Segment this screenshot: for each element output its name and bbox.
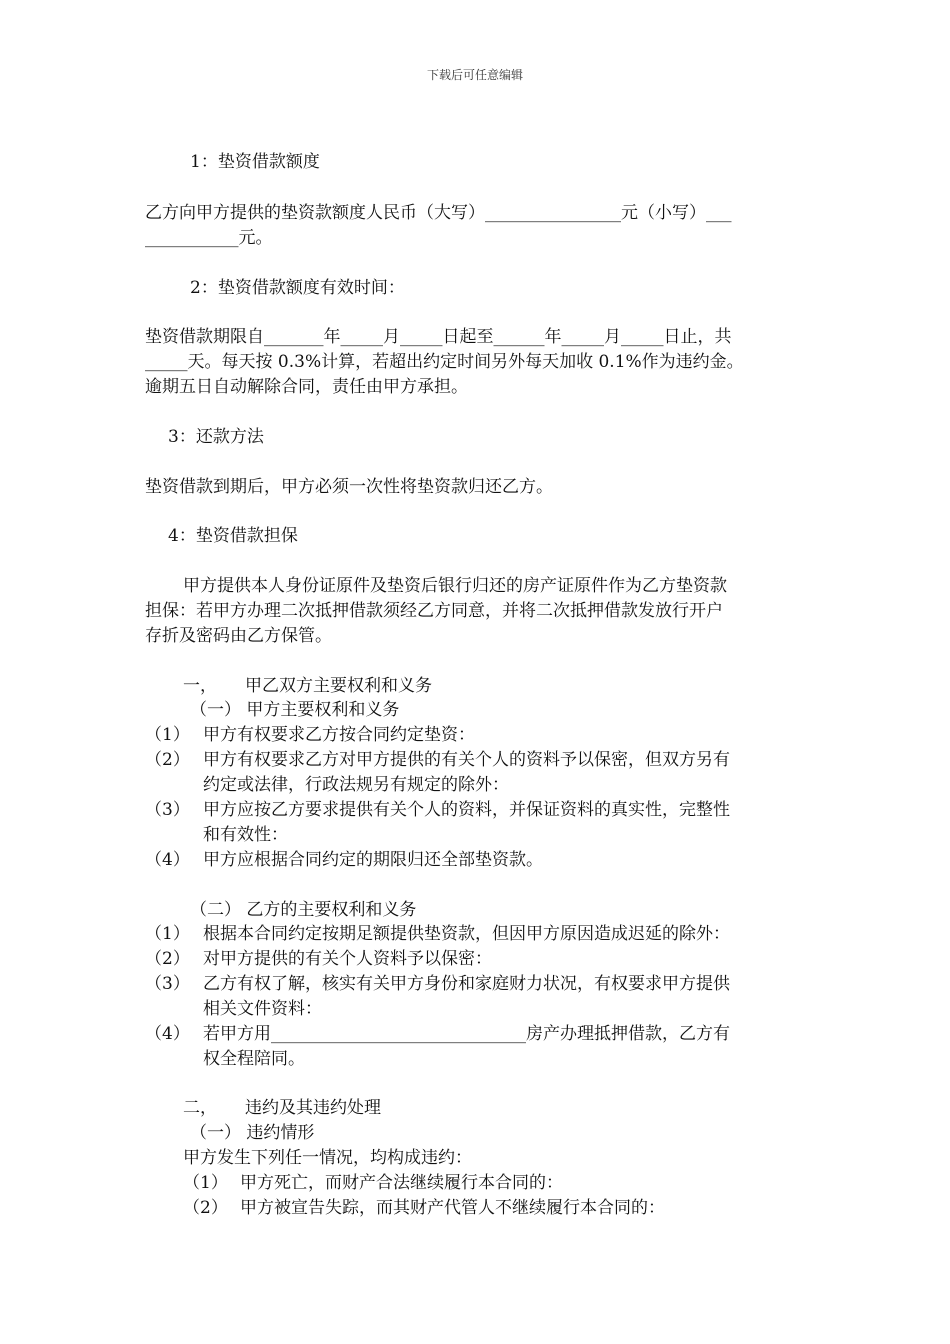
item-number: （4） xyxy=(145,1024,190,1044)
part-one-sub-2-heading: （二） 乙方的主要权利和义务 xyxy=(190,900,417,920)
section-2-line-1: 垫资借款期限自_______年_____月_____日起至______年_____月_____日止，共 xyxy=(145,327,732,347)
list-item: 乙方有权了解，核实有关甲方身份和家庭财力状况，有权要求甲方提供 xyxy=(203,974,730,994)
item-number: （1） xyxy=(145,725,190,745)
item-number: （3） xyxy=(145,974,190,994)
section-4-heading: 4：垫资借款担保 xyxy=(168,526,298,546)
item-number: （2） xyxy=(145,750,190,770)
list-item-continuation: 和有效性： xyxy=(203,825,288,845)
part-two-sub-1-heading: （一） 违约情形 xyxy=(190,1123,315,1143)
item-number: （1） xyxy=(145,924,190,944)
section-2-heading: 2：垫资借款额度有效时间： xyxy=(190,278,405,298)
list-item: 甲方被宣告失踪，而其财产代管人不继续履行本合同的： xyxy=(240,1198,665,1218)
section-1-heading: 1：垫资借款额度 xyxy=(190,152,320,172)
list-item: 甲方有权要求乙方按合同约定垫资： xyxy=(203,725,475,745)
section-3-heading: 3：还款方法 xyxy=(168,427,264,447)
list-item: 根据本合同约定按期足额提供垫资款，但因甲方原因造成迟延的除外： xyxy=(203,924,730,944)
part-one-numeral: 一， xyxy=(183,676,217,696)
section-4-line-3: 存折及密码由乙方保管。 xyxy=(145,626,332,646)
page-header: 下载后可任意编辑 xyxy=(426,68,523,82)
list-item: 甲方有权要求乙方对甲方提供的有关个人的资料予以保密，但双方另有 xyxy=(203,750,730,770)
part-two-title: 违约及其违约处理 xyxy=(245,1098,381,1118)
item-number: （1） xyxy=(183,1173,228,1193)
list-item: 若甲方用______________________________房产办理抵押借款，乙方有 xyxy=(203,1024,730,1044)
part-two-intro: 甲方发生下列任一情况，均构成违约： xyxy=(183,1148,472,1168)
list-item-continuation: 约定或法律，行政法规另有规定的除外： xyxy=(203,775,509,795)
section-2-line-3: 逾期五日自动解除合同，责任由甲方承担。 xyxy=(145,377,468,397)
section-1-line-1: 乙方向甲方提供的垫资款额度人民币（大写）________________元（小写）___ xyxy=(145,203,732,223)
section-4-line-1: 甲方提供本人身份证原件及垫资后银行归还的房产证原件作为乙方垫资款 xyxy=(183,576,727,596)
part-two-numeral: 二， xyxy=(183,1098,217,1118)
list-item-continuation: 相关文件资料： xyxy=(203,999,322,1019)
list-item: 甲方应按乙方要求提供有关个人的资料，并保证资料的真实性，完整性 xyxy=(203,800,730,820)
section-3-line-1: 垫资借款到期后，甲方必须一次性将垫资款归还乙方。 xyxy=(145,477,553,497)
list-item: 对甲方提供的有关个人资料予以保密： xyxy=(203,949,492,969)
item-number: （2） xyxy=(145,949,190,969)
item-number: （3） xyxy=(145,800,190,820)
list-item: 甲方应根据合同约定的期限归还全部垫资款。 xyxy=(203,850,543,870)
list-item-continuation: 权全程陪同。 xyxy=(203,1049,305,1069)
part-one-sub-1-heading: （一） 甲方主要权利和义务 xyxy=(190,700,400,720)
item-number: （2） xyxy=(183,1198,228,1218)
part-one-title: 甲乙双方主要权利和义务 xyxy=(245,676,432,696)
section-1-line-2: ___________元。 xyxy=(145,228,273,248)
section-4-line-2: 担保：若甲方办理二次抵押借款须经乙方同意，并将二次抵押借款发放行开户 xyxy=(145,601,723,621)
list-item: 甲方死亡，而财产合法继续履行本合同的： xyxy=(240,1173,563,1193)
item-number: （4） xyxy=(145,850,190,870)
section-2-line-2: _____天。每天按 0.3%计算，若超出约定时间另外每天加收 0.1%作为违约金。 xyxy=(145,352,744,372)
